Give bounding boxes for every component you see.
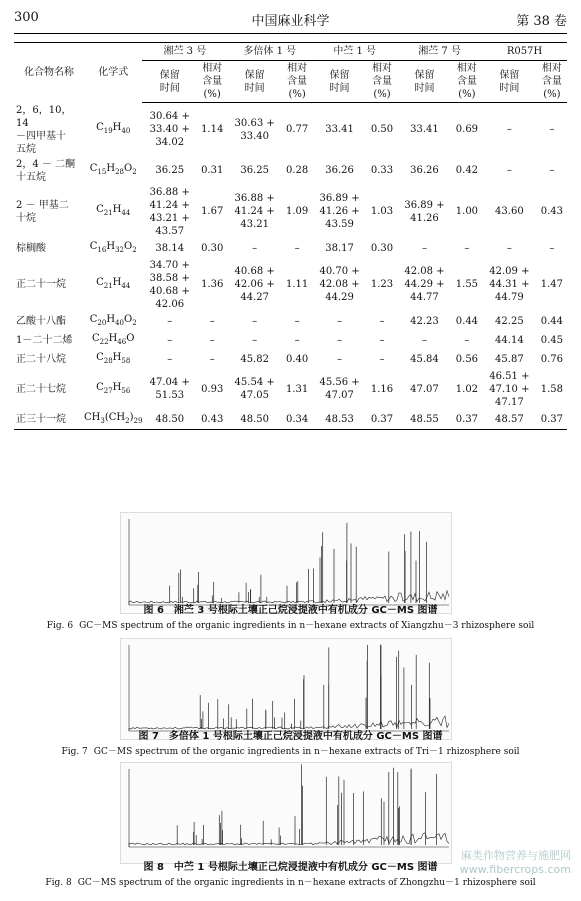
- relative-content-cell: –: [379, 353, 385, 365]
- relative-content-cell: 0.76: [540, 353, 563, 365]
- relative-content-cell: –: [464, 334, 470, 346]
- relative-content-cell: 0.34: [282, 410, 312, 430]
- subheader-relative-content: 相对 含量 (%): [537, 61, 567, 103]
- compound-name: 正三十一烷: [14, 410, 84, 430]
- chromatogram-trace: [121, 513, 451, 613]
- chemical-formula: $C_{21}H_{44}$: [96, 277, 131, 290]
- figure-caption-en-text: GC－MS spectrum of the organic ingredients in n－hexane extracts of Zhongzhu－1 rhizosphere soil: [77, 878, 536, 888]
- table-row: [14, 331, 567, 350]
- trace: [129, 519, 449, 605]
- gc-ms-chromatogram-fig6: [120, 512, 452, 614]
- relative-content-cell: –: [294, 315, 300, 327]
- retention-time-cell: 33.41: [410, 124, 439, 136]
- compound-name: 乙酸十八酯: [16, 315, 66, 327]
- relative-content-cell: 0.43: [197, 410, 227, 430]
- relative-content-cell: 0.37: [367, 410, 397, 430]
- retention-time-cell: –: [337, 353, 343, 365]
- relative-content-cell: 1.58: [540, 383, 563, 395]
- trace: [129, 645, 449, 732]
- relative-content-cell: 1.55: [455, 279, 479, 290]
- subheader-relative-content: 相对 含量 (%): [282, 61, 312, 103]
- relative-content-cell: 0.30: [201, 242, 224, 254]
- retention-time-cell: 48.53: [312, 410, 367, 430]
- relative-content-cell: 0.69: [455, 124, 479, 136]
- retention-time-cell: 42.09 + 44.31 + 44.79: [489, 266, 530, 303]
- relative-content-cell: –: [209, 353, 215, 365]
- retention-time-cell: 36.26: [325, 165, 354, 176]
- relative-content-cell: 0.40: [285, 353, 309, 365]
- relative-content-cell: 1.09: [285, 206, 309, 217]
- chemical-formula: $C_{21}H_{44}$: [96, 204, 131, 217]
- retention-time-cell: 48.55: [397, 410, 452, 430]
- relative-content-cell: 0.28: [285, 165, 309, 176]
- retention-time-cell: –: [167, 315, 173, 327]
- retention-time-cell: –: [506, 124, 512, 136]
- retention-time-cell: 36.89 + 41.26: [404, 199, 445, 224]
- table-row: [14, 312, 567, 331]
- table-row: [14, 103, 567, 157]
- group-header-5: R057H: [482, 43, 567, 61]
- retention-time-cell: 45.82: [240, 353, 269, 365]
- relative-content-cell: 1.16: [370, 383, 394, 395]
- retention-time-cell: 40.70 + 42.08 + 44.29: [319, 266, 360, 303]
- retention-time-cell: –: [167, 353, 173, 365]
- table-row: [14, 369, 567, 410]
- retention-time-cell: 36.89 + 41.26 + 43.59: [319, 193, 360, 230]
- retention-time-cell: 30.64 + 33.40 + 34.02: [149, 111, 190, 149]
- relative-content-cell: 0.37: [452, 410, 482, 430]
- compound-name: 2，6，10，14 －四甲基十 五烷: [16, 104, 72, 155]
- subheader-relative-content: 相对 含量 (%): [197, 61, 227, 103]
- relative-content-cell: –: [209, 315, 215, 327]
- figure-caption-en: [0, 744, 581, 757]
- table-row: [14, 410, 567, 430]
- chemical-formula: $CH_3(CH_2)_{29}$: [84, 410, 142, 430]
- relative-content-cell: –: [294, 334, 300, 346]
- chemical-formula: $C_{19}H_{40}$: [96, 122, 131, 135]
- retention-time-cell: 48.50: [227, 410, 282, 430]
- compound-name: 正二十一烷: [16, 279, 66, 290]
- retention-time-cell: 36.25: [155, 165, 185, 176]
- retention-time-cell: –: [337, 315, 343, 327]
- figure-caption-cn: 图 6 湘苎 3 号根际土壤正己烷浸提液中有机成分 GC－MS 图谱: [143, 605, 438, 616]
- subheader-retention-time: 保留 时间: [227, 61, 282, 103]
- retention-time-cell: 38.17: [325, 242, 354, 254]
- relative-content-cell: 0.50: [370, 124, 394, 136]
- trace: [129, 764, 449, 847]
- relative-content-cell: 0.45: [540, 334, 563, 346]
- compound-name: 正二十七烷: [16, 383, 66, 395]
- retention-time-cell: 36.88 + 41.24 + 43.21 + 43.57: [149, 186, 190, 237]
- retention-time-cell: 30.63 + 33.40: [234, 117, 275, 142]
- relative-content-cell: –: [294, 242, 300, 254]
- table-row: [14, 185, 567, 239]
- figure-caption-en: [0, 618, 581, 631]
- retention-time-cell: 48.50: [142, 410, 197, 430]
- relative-content-cell: 0.30: [370, 242, 394, 254]
- subheader-retention-time: 保留 时间: [312, 61, 367, 103]
- volume-label: 第 38 卷: [516, 14, 567, 29]
- table-row: [14, 239, 567, 258]
- col-header-name: 化合物名称: [14, 43, 84, 103]
- relative-content-cell: 0.33: [370, 165, 394, 176]
- relative-content-cell: –: [209, 334, 215, 346]
- retention-time-cell: 36.88 + 41.24 + 43.21: [234, 193, 275, 230]
- compound-name: 棕榈酸: [16, 242, 46, 254]
- relative-content-cell: –: [549, 242, 555, 254]
- retention-time-cell: –: [421, 242, 427, 254]
- retention-time-cell: 47.04 + 51.53: [149, 377, 190, 401]
- page-header: [14, 10, 567, 32]
- retention-time-cell: 47.07: [410, 383, 439, 395]
- chemical-formula: $C_{22}H_{46}O$: [91, 332, 135, 346]
- relative-content-cell: 1.23: [370, 279, 394, 290]
- group-header-1: 湘苎 3 号: [142, 43, 227, 61]
- relative-content-cell: 0.44: [540, 315, 563, 327]
- retention-time-cell: 42.08 + 44.29 + 44.77: [404, 266, 445, 303]
- relative-content-cell: 1.00: [455, 206, 479, 217]
- retention-time-cell: 46.51 + 47.10 + 47.17: [489, 370, 530, 408]
- gc-ms-chromatogram-fig7: [120, 638, 452, 740]
- relative-content-cell: 1.03: [370, 206, 394, 217]
- chemical-formula: $C_{15}H_{28}O_2$: [89, 163, 137, 176]
- figure-caption-cn: 图 8 中苎 1 号根际土壤正己烷浸提液中有机成分 GC－MS 图谱: [143, 862, 438, 873]
- retention-time-cell: 45.87: [495, 353, 524, 365]
- figure-label: Fig. 8: [45, 878, 72, 888]
- relative-content-cell: 1.47: [540, 279, 563, 290]
- header-rule: [14, 33, 567, 34]
- journal-title: 中国麻业科学: [251, 14, 330, 29]
- group-header-3: 中苎 1 号: [312, 43, 397, 61]
- retention-time-cell: 45.54 + 47.05: [234, 377, 275, 401]
- relative-content-cell: 1.02: [455, 383, 479, 395]
- chemical-formula: $C_{27}H_{56}$: [96, 381, 131, 395]
- retention-time-cell: –: [252, 242, 258, 254]
- subheader-relative-content: 相对 含量 (%): [367, 61, 397, 103]
- figure-caption-en-text: GC－MS spectrum of the organic ingredients in n－hexane extracts of Xiangzhu－3 rhizosphere soil: [79, 621, 535, 631]
- relative-content-cell: 0.37: [537, 410, 567, 430]
- retention-time-cell: –: [167, 334, 173, 346]
- subheader-retention-time: 保留 时间: [397, 61, 452, 103]
- gc-ms-chromatogram-fig8: [120, 762, 452, 864]
- retention-time-cell: 44.14: [495, 334, 524, 346]
- retention-time-cell: 33.41: [325, 124, 354, 136]
- relative-content-cell: 1.31: [285, 383, 309, 395]
- relative-content-cell: 1.14: [201, 124, 224, 136]
- compound-name: 正二十八烷: [16, 353, 66, 365]
- relative-content-cell: –: [549, 165, 555, 176]
- retention-time-cell: –: [252, 315, 258, 327]
- table-row: [14, 258, 567, 312]
- figure-caption-en-text: GC－MS spectrum of the organic ingredients in n－hexane extracts of Tri－1 rhizosphere soil: [93, 747, 520, 757]
- retention-time-cell: –: [506, 165, 512, 176]
- chromatogram-trace: [121, 639, 451, 739]
- relative-content-cell: 1.36: [201, 279, 224, 290]
- retention-time-cell: 48.57: [482, 410, 537, 430]
- group-header-4: 湘苎 7 号: [397, 43, 482, 61]
- relative-content-cell: 0.77: [285, 124, 309, 136]
- relative-content-cell: –: [379, 315, 385, 327]
- relative-content-cell: –: [464, 242, 470, 254]
- retention-time-cell: –: [506, 242, 512, 254]
- chemical-formula: $C_{16}H_{32}O_2$: [89, 240, 137, 254]
- retention-time-cell: 34.70 + 38.58 + 40.68 + 42.06: [149, 259, 190, 310]
- chemical-formula: $C_{28}H_{58}$: [96, 351, 131, 365]
- chemical-formula: $C_{20}H_{40}O_2$: [89, 313, 137, 327]
- retention-time-cell: 36.25: [240, 165, 269, 176]
- figure-label: Fig. 7: [61, 747, 88, 757]
- retention-time-cell: 42.25: [495, 315, 524, 327]
- watermark-line-1: 麻类作物营养与施肥网: [461, 849, 571, 862]
- retention-time-cell: –: [252, 334, 258, 346]
- compound-name: 1－二十二烯: [16, 334, 73, 346]
- group-header-2: 多倍体 1 号: [227, 43, 312, 61]
- retention-time-cell: 45.84: [410, 353, 439, 365]
- relative-content-cell: 0.56: [455, 353, 479, 365]
- subheader-relative-content: 相对 含量 (%): [452, 61, 482, 103]
- figure-label: Fig. 6: [46, 621, 74, 631]
- chromatogram-trace: [121, 763, 451, 853]
- retention-time-cell: 40.68 + 42.06 + 44.27: [234, 266, 275, 303]
- retention-time-cell: 43.60: [495, 206, 524, 217]
- subheader-retention-time: 保留 时间: [482, 61, 537, 103]
- relative-content-cell: –: [549, 124, 555, 136]
- retention-time-cell: –: [337, 334, 343, 346]
- figure-caption-cn: 图 7 多倍体 1 号根际土壤正己烷浸提液中有机成分 GC－MS 图谱: [138, 731, 443, 742]
- retention-time-cell: 42.23: [410, 315, 439, 327]
- table-row: [14, 157, 567, 185]
- relative-content-cell: 0.44: [455, 315, 479, 327]
- retention-time-cell: 36.26: [410, 165, 439, 176]
- table-row: [14, 350, 567, 369]
- page-number: 300: [14, 10, 39, 25]
- compound-table: [14, 42, 567, 430]
- watermark-line-2: www.fibercrops.com: [459, 863, 571, 876]
- relative-content-cell: 1.11: [285, 279, 309, 290]
- relative-content-cell: 1.67: [201, 206, 224, 217]
- subheader-retention-time: 保留 时间: [142, 61, 197, 103]
- watermark: [460, 849, 571, 877]
- relative-content-cell: 0.31: [201, 165, 224, 176]
- relative-content-cell: –: [379, 334, 385, 346]
- relative-content-cell: 0.42: [455, 165, 479, 176]
- col-header-formula: 化学式: [84, 43, 142, 103]
- compound-name: 2，4 － 二酮 十五烷: [16, 158, 76, 183]
- relative-content-cell: 0.93: [201, 383, 224, 395]
- compound-name: 2 － 甲基二 十烷: [16, 199, 69, 224]
- retention-time-cell: 38.14: [155, 242, 185, 254]
- relative-content-cell: 0.43: [540, 206, 563, 217]
- retention-time-cell: 45.56 + 47.07: [319, 377, 360, 401]
- retention-time-cell: –: [421, 334, 427, 346]
